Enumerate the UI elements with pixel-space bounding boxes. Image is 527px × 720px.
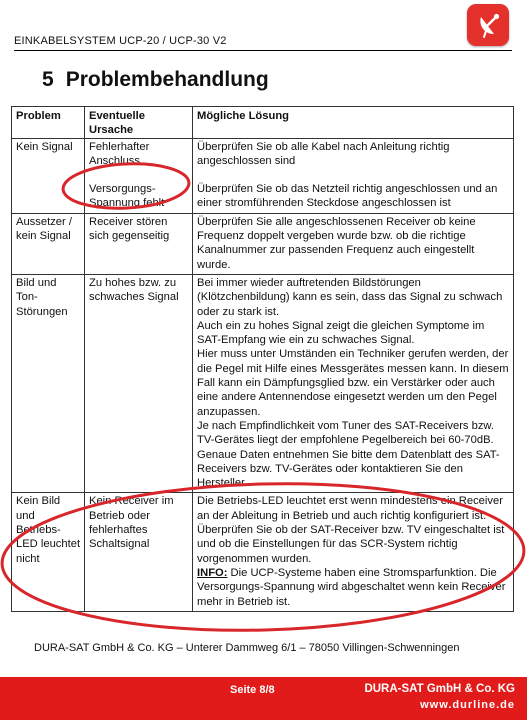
problem-cell: Kein Bild und Betriebs-LED leuchtet nicht — [12, 493, 85, 611]
footer-address: DURA-SAT GmbH & Co. KG – Unterer Dammweg 6/1 – 78050 Villingen-Schwenningen — [34, 642, 460, 654]
cause-cell: Receiver stören sich gegenseitig — [85, 213, 193, 274]
cause-cell: Zu hohes bzw. zu schwaches Signal — [85, 274, 193, 492]
table-header-row — [12, 107, 514, 139]
page-number: Seite 8/8 — [230, 684, 275, 696]
company-name: DURA-SAT GmbH & Co. KG — [364, 683, 515, 695]
satellite-dish-icon — [467, 4, 509, 46]
header-title: EINKABELSYSTEM UCP-20 / UCP-30 V2 — [14, 35, 227, 47]
section-title: Problembehandlung — [65, 68, 269, 91]
problem-cell: Aussetzer / kein Signal — [12, 213, 85, 274]
problem-cell: Bild und Ton-Störungen — [12, 274, 85, 492]
cause-cell: Kein Receiver im Betrieb oder fehlerhaftes Schaltsignal — [85, 493, 193, 611]
info-note — [197, 566, 510, 609]
header-solution: Mögliche Lösung — [193, 107, 514, 139]
solution-text: Je nach Empfindlichkeit vom Tuner des SAT-Receivers bzw. TV-Gerätes liegt der empfohlene Pegelbereich bei 60-70dB. Genaue Daten entnehmen Sie bitte dem Datenblatt des SAT-Receivers bzw. TV-Gerätes oder kontaktieren Sie den Hersteller. — [197, 419, 500, 490]
info-label: INFO: — [197, 566, 228, 579]
solution-text: Überprüfen Sie ob alle Kabel nach Anleitung richtig angeschlossen sind — [197, 140, 450, 167]
table-row — [12, 274, 514, 492]
solution-text: Überprüfen Sie ob das Netzteil richtig angeschlossen und an einer stromführenden Steckdose angeschlossen ist — [197, 183, 498, 210]
website-link[interactable]: www.durline.de — [420, 699, 515, 711]
page-header — [14, 35, 512, 51]
troubleshooting-table — [11, 106, 514, 612]
solution-cell — [193, 274, 514, 492]
cause-text: Versorgungs-Spannung fehlt — [89, 183, 165, 210]
section-heading — [42, 68, 269, 92]
cause-text: Fehlerhafter Anschluss — [89, 140, 150, 167]
solution-text: Bei immer wieder auftretenden Bildstörungen (Klötzchenbildung) kann es sein, dass das Signal zu schwach oder zu stark ist. — [197, 276, 503, 318]
header-problem: Problem — [12, 107, 85, 139]
cause-cell — [85, 138, 193, 213]
bottom-bar — [0, 677, 527, 720]
solution-text: Die Betriebs-LED leuchtet erst wenn mindestens ein Receiver an der Ableitung in Betrieb und auch richtig konfiguriert ist. Überprüfen Sie ob der SAT-Receiver bzw. TV eingeschaltet ist und ob die Einstellungen für das SCR-System richtig vorgenommen wurden. — [197, 495, 505, 565]
table-row — [12, 493, 514, 611]
problem-cell: Kein Signal — [12, 138, 85, 213]
solution-cell: Überprüfen Sie alle angeschlossenen Receiver ob keine Frequenz doppelt vergeben wurde bzw. ob die richtige Kanalnummer zur passenden Frequenz auch eingestellt wurde. — [193, 213, 514, 274]
table-row — [12, 213, 514, 274]
solution-text: Auch ein zu hohes Signal zeigt die gleichen Symptome im SAT-Empfang wie ein zu schwaches Signal. — [197, 319, 485, 347]
header-cause: Eventuelle Ursache — [85, 107, 193, 139]
info-text: Die UCP-Systeme haben eine Stromsparfunktion. Die Versorgungs-Spannung wird abgeschaltet wenn kein Receiver mehr in Betrieb ist. — [197, 566, 506, 608]
section-number: 5 — [42, 68, 54, 91]
table-row — [12, 138, 514, 213]
solution-cell — [193, 138, 514, 213]
solution-cell — [193, 493, 514, 611]
solution-text: Hier muss unter Umständen ein Techniker gerufen werden, der die Pegel mit Hilfe eines Messgerätes messen kann. In diesem Fall kann ein Dämpfungsglied bzw. ein Verstärker oder auch eine andere Antennendose eingesetzt werden um den Pegel anzupassen. — [197, 348, 509, 418]
